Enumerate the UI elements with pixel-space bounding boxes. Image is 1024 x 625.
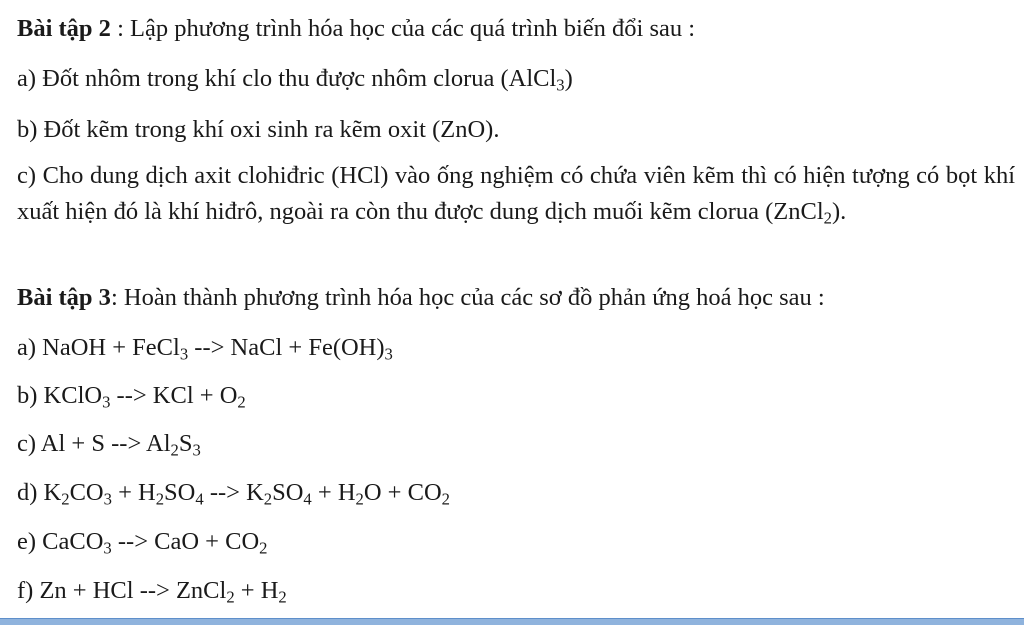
equation-e: [17, 527, 267, 556]
item-c-end: ).: [832, 198, 847, 225]
eq-a-sub: 3: [384, 344, 393, 364]
eq-b-part: --> KCl + O: [110, 382, 238, 409]
exercise-2-item-a: [17, 64, 573, 93]
eq-d-sub: 2: [355, 489, 364, 509]
exercise-3-instruction: : Hoàn thành phương trình hóa học của các sơ đồ phản ứng hoá học sau :: [110, 284, 825, 311]
exercise-3-title: [17, 283, 825, 312]
eq-c-sub: 3: [192, 440, 201, 460]
exercise-2-item-c: [17, 158, 1015, 230]
eq-d-part: CO: [69, 479, 104, 506]
eq-d-part: SO: [164, 479, 196, 506]
eq-b-sub: 3: [102, 392, 111, 412]
eq-d-sub: 4: [195, 489, 204, 509]
exercise-2-item-b: [17, 115, 499, 144]
eq-e-part: e) CaCO: [17, 528, 104, 555]
item-a-end: ): [564, 65, 573, 92]
eq-c-part: c) Al + S --> Al: [17, 430, 171, 457]
exercise-2-instruction: : Lập phương trình hóa học của các quá trình biến đổi sau :: [110, 15, 696, 42]
bottom-border-bar: [0, 618, 1024, 625]
item-a-subscript: 3: [556, 75, 565, 95]
equation-f: [17, 576, 287, 605]
eq-f-sub: 2: [226, 587, 235, 607]
eq-d-sub: 2: [61, 489, 70, 509]
eq-c-part: S: [178, 430, 193, 457]
eq-d-sub: 3: [103, 489, 112, 509]
eq-f-part: f) Zn + HCl --> ZnCl: [17, 577, 227, 604]
eq-e-sub: 2: [259, 538, 268, 558]
exercise-2-label: Bài tập 2: [17, 15, 111, 42]
item-a-text: a) Đốt nhôm trong khí clo thu được nhôm clorua (AlCl: [17, 65, 557, 92]
exercise-2-title: [17, 14, 695, 43]
eq-d-part: O + CO: [363, 479, 442, 506]
item-c-subscript: 2: [823, 208, 832, 228]
eq-f-sub: 2: [278, 587, 287, 607]
equation-c: [17, 429, 201, 458]
eq-c-sub: 2: [170, 440, 179, 460]
exercise-3-label: Bài tập 3: [17, 284, 111, 311]
eq-d-part: + H: [311, 479, 356, 506]
eq-d-sub: 2: [155, 489, 165, 509]
eq-d-sub: 2: [441, 489, 450, 509]
eq-a-part: a) NaOH + FeCl: [17, 334, 180, 361]
eq-d-part: SO: [272, 479, 304, 506]
equation-a: [17, 333, 393, 362]
eq-d-sub: 4: [303, 489, 312, 509]
eq-a-part: --> NaCl + Fe(OH): [188, 334, 385, 361]
equation-d: [17, 478, 450, 507]
eq-e-part: --> CaO + CO: [111, 528, 260, 555]
eq-d-part: d) K: [17, 479, 62, 506]
eq-a-sub: 3: [179, 344, 189, 364]
eq-f-part: + H: [234, 577, 279, 604]
item-c-text: c) Cho dung dịch axit clohiđric (HCl) vào ống nghiệm có chứa viên kẽm thì có hiện tượng có bọt khí xuất hiện đó là khí hiđrô, ngoài ra còn thu được dung dịch muối kẽm clorua (ZnCl: [17, 162, 1015, 225]
eq-d-part: --> K: [203, 479, 264, 506]
eq-e-sub: 3: [103, 538, 112, 558]
item-b-text: b) Đốt kẽm trong khí oxi sinh ra kẽm oxit (ZnO).: [17, 116, 500, 143]
eq-d-part: + H: [111, 479, 156, 506]
eq-b-part: b) KClO: [17, 382, 103, 409]
equation-b: [17, 381, 246, 410]
eq-d-sub: 2: [263, 489, 273, 509]
eq-b-sub: 2: [237, 392, 246, 412]
